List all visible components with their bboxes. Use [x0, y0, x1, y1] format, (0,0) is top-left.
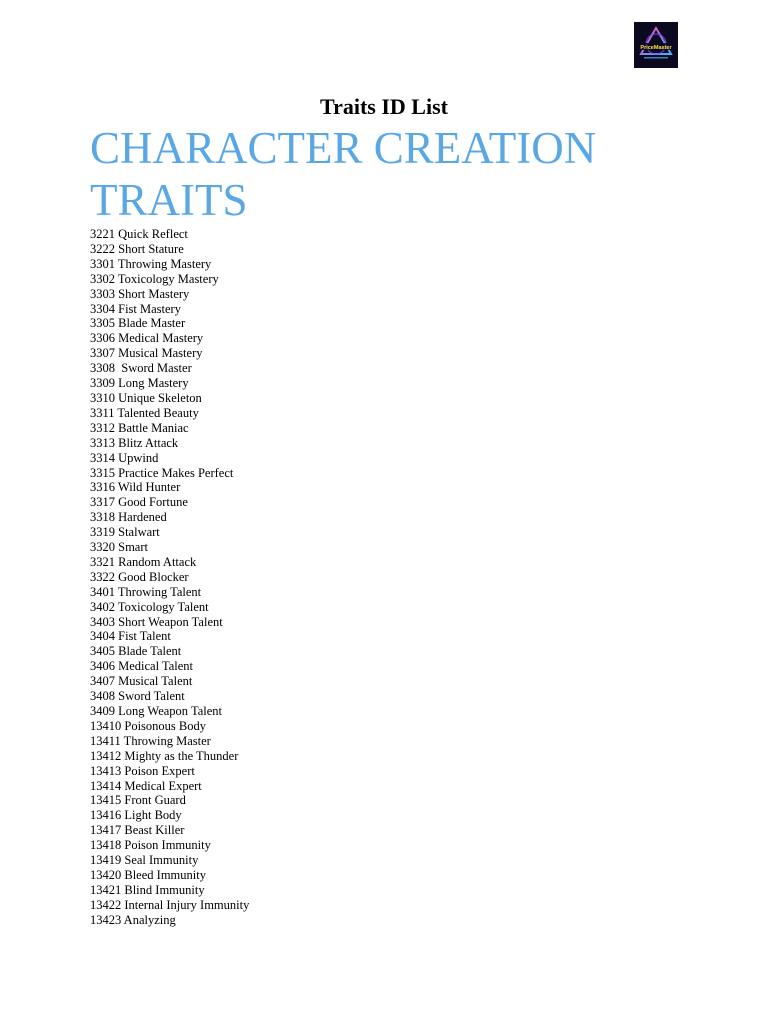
- list-item: 3307 Musical Mastery: [90, 346, 203, 361]
- list-item: 3304 Fist Mastery: [90, 301, 181, 316]
- logo-text: PriceMaster: [640, 45, 672, 51]
- list-item: 3321 Random Attack: [90, 554, 197, 569]
- list-item: 3401 Throwing Talent: [90, 584, 202, 599]
- list-item: 13411 Throwing Master: [90, 733, 211, 748]
- list-item: 13421 Blind Immunity: [90, 882, 205, 897]
- list-item: 3302 Toxicology Mastery: [90, 271, 219, 286]
- list-item: 3310 Unique Skeleton: [90, 390, 202, 405]
- list-item: 3314 Upwind: [90, 450, 159, 465]
- list-item: 13423 Analyzing: [90, 912, 176, 927]
- list-item: 3404 Fist Talent: [90, 629, 171, 644]
- list-item: 13418 Poison Immunity: [90, 838, 211, 853]
- list-item: 3313 Blitz Attack: [90, 435, 179, 450]
- list-item: 3316 Wild Hunter: [90, 480, 181, 495]
- list-item: 13412 Mighty as the Thunder: [90, 748, 239, 763]
- list-item: 3403 Short Weapon Talent: [90, 614, 223, 629]
- list-item: 3317 Good Fortune: [90, 495, 188, 510]
- list-item: 13413 Poison Expert: [90, 763, 195, 778]
- list-item: 13417 Beast Killer: [90, 823, 185, 838]
- list-item: 3311 Talented Beauty: [90, 405, 199, 420]
- list-item: 13414 Medical Expert: [90, 778, 202, 793]
- list-item: 13420 Bleed Immunity: [90, 867, 206, 882]
- list-item: 3322 Good Blocker: [90, 569, 189, 584]
- logo-graphic: [634, 22, 678, 68]
- list-item: 13415 Front Guard: [90, 793, 186, 808]
- list-item: 3319 Stalwart: [90, 525, 160, 540]
- list-item: 3402 Toxicology Talent: [90, 599, 209, 614]
- list-item: 3315 Practice Makes Perfect: [90, 465, 234, 480]
- list-item: 3222 Short Stature: [90, 241, 184, 256]
- list-item: 13419 Seal Immunity: [90, 853, 199, 868]
- list-item: 3308 Sword Master: [90, 361, 192, 376]
- list-item: 3221 Quick Reflect: [90, 227, 188, 241]
- list-item: 3309 Long Mastery: [90, 376, 189, 391]
- list-item: 3406 Medical Talent: [90, 659, 194, 674]
- list-item: 3306 Medical Mastery: [90, 331, 204, 346]
- list-item: 3305 Blade Master: [90, 316, 186, 331]
- list-item: 13422 Internal Injury Immunity: [90, 897, 250, 912]
- list-item: 3405 Blade Talent: [90, 644, 182, 659]
- list-item: 13416 Light Body: [90, 808, 182, 823]
- document-title: Traits ID List: [320, 94, 448, 119]
- list-item: 13410 Poisonous Body: [90, 718, 206, 733]
- list-item: 3408 Sword Talent: [90, 689, 185, 704]
- trait-list: [90, 227, 249, 928]
- brand-logo: [634, 22, 678, 68]
- list-item: 3318 Hardened: [90, 510, 167, 525]
- list-item: 3407 Musical Talent: [90, 674, 193, 689]
- list-item: 3409 Long Weapon Talent: [90, 704, 223, 718]
- list-item: 3303 Short Mastery: [90, 286, 190, 301]
- list-item: 3312 Battle Maniac: [90, 420, 189, 435]
- section-heading: CHARACTER CREATION TRAITS: [90, 123, 597, 225]
- list-item: 3301 Throwing Mastery: [90, 256, 212, 271]
- list-item: 3320 Smart: [90, 540, 148, 555]
